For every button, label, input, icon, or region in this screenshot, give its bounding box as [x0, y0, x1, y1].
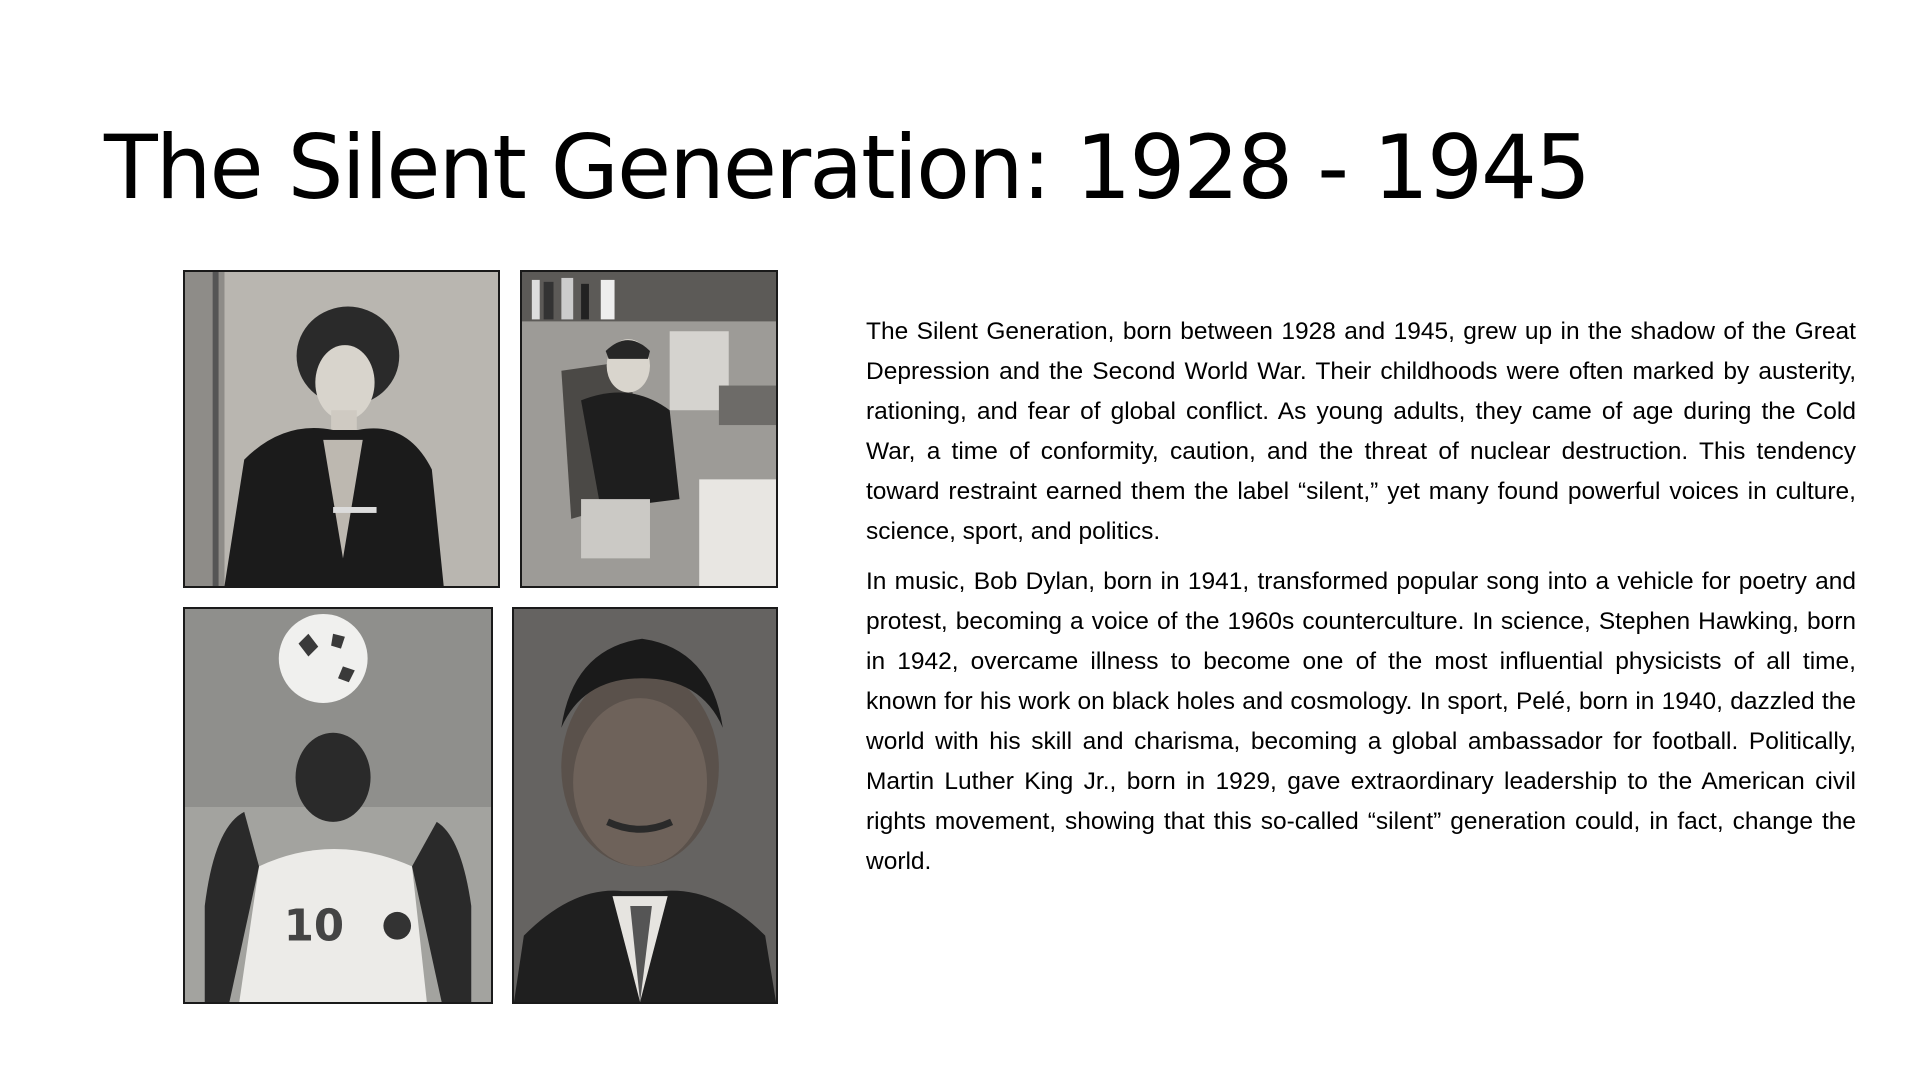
photo-bob-dylan [183, 270, 500, 588]
photo-pele [183, 607, 493, 1004]
photo-stephen-hawking [520, 270, 778, 588]
photo-martin-luther-king-jr [512, 607, 778, 1004]
pele-shirt-number: 10 [283, 901, 345, 952]
body-text [866, 312, 1856, 892]
paragraph-figures: In music, Bob Dylan, born in 1941, transformed popular song into a vehicle for poetry and protest, becoming a voice of the 1960s counterculture. In science, Stephen Hawking, born in 1942, overcame illness to become one of the most influential physicists of all time, known for his work on black holes and cosmology. In sport, Pelé, born in 1940, dazzled the world with his skill and charisma, becoming a global ambassador for football. Politically, Martin Luther King Jr., born in 1929, gave extraordinary leadership to the American civil rights movement, showing that this so-called “silent” generation could, in fact, change the world. [866, 568, 1856, 875]
paragraph-intro: The Silent Generation, born between 1928 and 1945, grew up in the shadow of the Great Depression and the Second World War. Their childhoods were often marked by austerity, rationing, and fear of global conflict. As young adults, they came of age during the Cold War, a time of conformity, caution, and the threat of nuclear destruction. This tendency toward restraint earned them the label “silent,” yet many found powerful voices in culture, science, sport, and politics. [866, 318, 1856, 545]
slide-title: The Silent Generation: 1928 - 1945 [104, 116, 1589, 219]
